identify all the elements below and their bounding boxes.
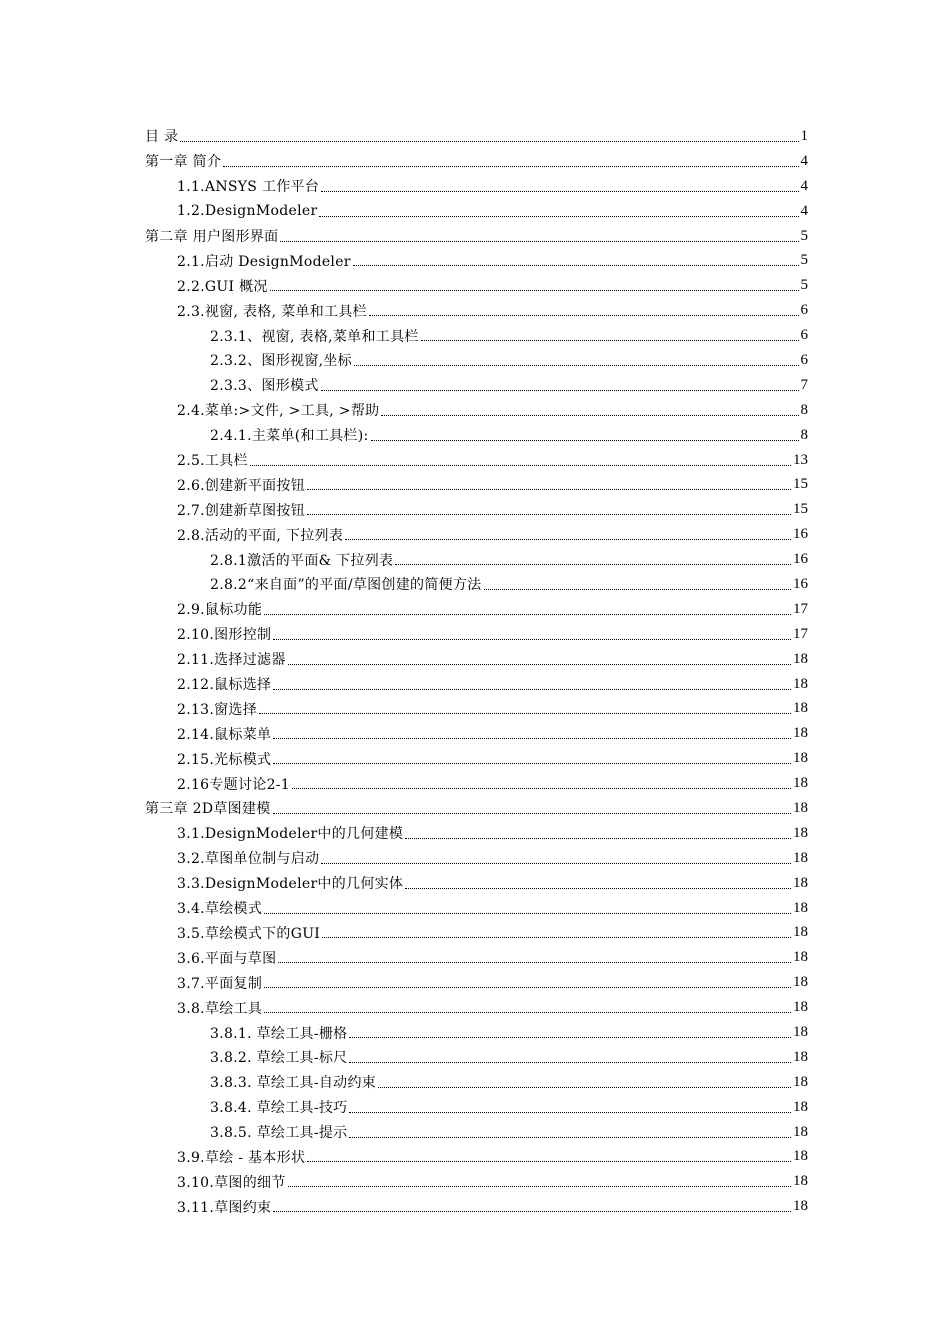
dot-leader <box>405 888 791 889</box>
toc-entry-page-number: 7 <box>800 376 808 393</box>
dot-leader <box>349 1137 791 1138</box>
dot-leader <box>288 1186 791 1187</box>
toc-entry-title: 2.5.工具栏 <box>177 453 248 470</box>
toc-entry[interactable] <box>145 522 808 547</box>
toc-entry[interactable] <box>145 871 808 896</box>
toc-entry-page-number: 18 <box>793 675 808 692</box>
toc-entry[interactable] <box>145 1045 808 1070</box>
toc-entry[interactable] <box>145 1120 808 1145</box>
toc-entry-page-number: 18 <box>793 650 808 667</box>
toc-entry-page-number: 18 <box>793 974 808 991</box>
dot-leader <box>273 639 791 640</box>
toc-entry-page-number: 18 <box>793 799 808 816</box>
dot-leader <box>264 1012 791 1013</box>
toc-entry-title: 2.3.2、图形视窗,坐标 <box>210 353 352 370</box>
toc-entry-page-number: 18 <box>793 1198 808 1215</box>
toc-entry-page-number: 18 <box>793 824 808 841</box>
toc-entry-page-number: 6 <box>800 302 808 319</box>
toc-entry-title: 第二章 用户图形界面 <box>145 229 279 245</box>
dot-leader <box>321 390 799 391</box>
toc-entry-page-number: 4 <box>800 152 808 169</box>
dot-leader <box>484 589 791 590</box>
toc-entry[interactable] <box>145 572 808 597</box>
toc-entry-page-number: 18 <box>793 1148 808 1165</box>
dot-leader <box>321 191 798 192</box>
toc-entry[interactable] <box>145 597 808 622</box>
dot-leader <box>381 415 798 416</box>
toc-entry-page-number: 16 <box>793 575 808 592</box>
toc-entry-title: 3.8.5. 草绘工具-提示 <box>210 1125 348 1142</box>
toc-entry-page-number: 18 <box>793 874 808 891</box>
toc-entry-title: 第一章 简介 <box>145 154 222 171</box>
toc-entry[interactable] <box>145 1070 808 1095</box>
toc-entry[interactable] <box>145 348 808 373</box>
dot-leader <box>349 1037 791 1038</box>
dot-leader <box>421 340 799 341</box>
toc-entry-title: 3.8.草绘工具 <box>177 1000 263 1017</box>
toc-entry-title: 3.5.草绘模式下的GUI <box>177 925 321 942</box>
dot-leader <box>273 763 791 764</box>
toc-entry-page-number: 18 <box>793 775 808 792</box>
toc-entry-page-number: 5 <box>800 227 808 244</box>
toc-entry-title: 2.3.3、图形模式 <box>210 378 319 395</box>
toc-entry-page-number: 5 <box>800 252 808 269</box>
dot-leader <box>322 937 791 938</box>
toc-entry-title: 2.8.1激活的平面& 下拉列表 <box>210 552 394 569</box>
toc-entry-title: 3.8.3. 草绘工具-自动约束 <box>210 1075 377 1092</box>
toc-entry-title: 3.7.平面复制 <box>177 975 263 992</box>
dot-leader <box>319 216 798 217</box>
dot-leader <box>307 489 791 490</box>
toc-entry-title: 3.9.草绘 - 基本形状 <box>177 1149 306 1166</box>
dot-leader <box>307 1161 791 1162</box>
toc-entry-title: 2.13.窗选择 <box>177 701 258 718</box>
toc-entry[interactable] <box>145 921 808 946</box>
dot-leader <box>349 1062 791 1063</box>
toc-entry-title: 2.3.视窗, 表格, 菜单和工具栏 <box>177 303 367 320</box>
toc-entry-page-number: 5 <box>800 277 808 294</box>
toc-entry-title: 2.8.2“来自面”的平面/草图创建的简便方法 <box>210 577 482 594</box>
toc-entry-page-number: 6 <box>800 327 808 344</box>
toc-entry[interactable] <box>145 622 808 647</box>
toc-entry-page-number: 18 <box>793 899 808 916</box>
dot-leader <box>292 788 791 789</box>
toc-entry[interactable] <box>145 1020 808 1045</box>
dot-leader <box>288 664 791 665</box>
toc-entry[interactable] <box>145 124 808 149</box>
dot-leader <box>273 813 791 814</box>
dot-leader <box>395 564 791 565</box>
toc-entry-page-number: 18 <box>793 924 808 941</box>
toc-entry-title: 2.4.1.主菜单(和工具栏): <box>210 428 369 445</box>
toc-entry[interactable] <box>145 746 808 771</box>
toc-entry-title: 2.12.鼠标选择 <box>177 677 272 694</box>
toc-entry-title: 3.8.2. 草绘工具-标尺 <box>210 1050 348 1067</box>
dot-leader <box>354 365 799 366</box>
toc-entry-title: 2.10.图形控制 <box>177 627 272 644</box>
dot-leader <box>259 713 791 714</box>
toc-entry[interactable] <box>145 771 808 796</box>
dot-leader <box>250 465 791 466</box>
dot-leader <box>280 241 798 242</box>
toc-entry-title: 1.2.DesignModeler <box>177 203 318 220</box>
toc-entry-title: 2.11.选择过滤器 <box>177 652 286 669</box>
toc-entry-title: 2.15.光标模式 <box>177 751 272 768</box>
toc-entry-title: 2.14.鼠标菜单 <box>177 726 272 743</box>
toc-entry[interactable] <box>145 323 808 348</box>
toc-entry[interactable] <box>145 672 808 697</box>
toc-entry-page-number: 1 <box>800 127 808 144</box>
toc-entry-page-number: 4 <box>800 202 808 219</box>
toc-entry-title: 2.4.菜单:>文件, >工具, >帮助 <box>177 403 380 420</box>
toc-entry[interactable] <box>145 248 808 273</box>
toc-entry-page-number: 15 <box>793 476 808 493</box>
dot-leader <box>371 440 799 441</box>
toc-entry[interactable] <box>145 1145 808 1170</box>
toc-entry-page-number: 4 <box>800 177 808 194</box>
dot-leader <box>264 987 791 988</box>
toc-entry-title: 3.1.DesignModeler中的几何建模 <box>177 826 404 843</box>
toc-entry-title: 3.2.草图单位制与启动 <box>177 851 320 868</box>
toc-entry[interactable] <box>145 721 808 746</box>
dot-leader <box>278 962 791 963</box>
toc-entry-page-number: 16 <box>793 526 808 543</box>
toc-entry-title: 3.3.DesignModeler中的几何实体 <box>177 876 404 893</box>
toc-entry-title: 3.6.平面与草图 <box>177 950 277 967</box>
toc-entry-title: 2.16专题讨论2-1 <box>177 776 291 793</box>
toc-entry-title: 1.1.ANSYS 工作平台 <box>177 179 320 196</box>
toc-entry[interactable] <box>145 472 808 497</box>
toc-entry-page-number: 18 <box>793 1024 808 1040</box>
toc-entry[interactable] <box>145 497 808 522</box>
toc-entry[interactable] <box>145 547 808 572</box>
dot-leader <box>270 290 799 291</box>
dot-leader <box>273 738 791 739</box>
toc-entry-title: 3.10.草图的细节 <box>177 1174 286 1191</box>
toc-entry[interactable] <box>145 1194 808 1219</box>
toc-entry-page-number: 18 <box>793 1048 808 1065</box>
toc-entry-page-number: 16 <box>793 551 808 568</box>
toc-entry[interactable] <box>145 298 808 323</box>
toc-entry-title: 2.6.创建新平面按钮 <box>177 477 306 494</box>
toc-entry-page-number: 18 <box>793 849 808 866</box>
toc-entry[interactable] <box>145 1095 808 1120</box>
toc-entry-page-number: 17 <box>793 625 808 642</box>
toc-entry[interactable] <box>145 149 808 174</box>
toc-entry[interactable] <box>145 199 808 224</box>
toc-entry[interactable] <box>145 821 808 846</box>
toc-entry-page-number: 18 <box>793 1123 808 1140</box>
dot-leader <box>273 1211 791 1212</box>
dot-leader <box>273 689 791 690</box>
toc-entry[interactable] <box>145 846 808 871</box>
toc-entry[interactable] <box>145 273 808 298</box>
toc-entry[interactable] <box>145 224 808 249</box>
toc-entry-title: 2.7.创建新草图按钮 <box>177 502 306 519</box>
dot-leader <box>264 614 791 615</box>
toc-entry-page-number: 18 <box>793 999 808 1016</box>
toc-entry[interactable] <box>145 373 808 398</box>
toc-entry[interactable] <box>145 896 808 921</box>
toc-entry[interactable] <box>145 174 808 199</box>
toc-entry-page-number: 18 <box>793 1098 808 1115</box>
toc-entry-page-number: 18 <box>793 725 808 742</box>
toc-entry-page-number: 17 <box>793 600 808 617</box>
dot-leader <box>321 863 791 864</box>
dot-leader <box>180 141 798 142</box>
toc-entry-page-number: 18 <box>793 1073 808 1090</box>
toc-entry[interactable] <box>145 945 808 970</box>
dot-leader <box>378 1087 791 1088</box>
dot-leader <box>264 913 791 914</box>
toc-entry[interactable] <box>145 696 808 721</box>
toc-entry-page-number: 18 <box>793 750 808 767</box>
toc-entry-title: 第三章 2D草图建模 <box>145 801 271 818</box>
toc-entry-title: 2.2.GUI 概况 <box>177 278 268 295</box>
toc-entry-page-number: 8 <box>800 401 808 418</box>
toc-entry-title: 2.1.启动 DesignModeler <box>177 253 351 270</box>
toc-entry[interactable] <box>145 448 808 473</box>
toc-entry-page-number: 18 <box>793 700 808 717</box>
toc-entry[interactable] <box>145 970 808 995</box>
dot-leader <box>369 315 799 316</box>
dot-leader <box>345 539 791 540</box>
toc-entry-page-number: 15 <box>793 501 808 518</box>
toc-entry-page-number: 18 <box>793 949 808 966</box>
toc-entry-page-number: 13 <box>793 451 808 468</box>
toc-entry-title: 2.8.活动的平面, 下拉列表 <box>177 527 344 544</box>
toc-entry-title: 3.11.草图约束 <box>177 1199 272 1216</box>
toc-entry[interactable] <box>145 423 808 448</box>
toc-entry-page-number: 18 <box>793 1173 808 1190</box>
table-of-contents <box>145 124 808 1219</box>
toc-entry-page-number: 8 <box>800 426 808 443</box>
toc-entry-title: 目 录 <box>145 129 179 146</box>
toc-entry-title: 2.9.鼠标功能 <box>177 602 263 619</box>
toc-entry[interactable] <box>145 647 808 672</box>
toc-entry-title: 3.8.4. 草绘工具-技巧 <box>210 1100 348 1117</box>
dot-leader <box>223 166 798 167</box>
dot-leader <box>307 514 791 515</box>
dot-leader <box>353 265 799 266</box>
toc-entry-title: 3.8.1. 草绘工具-栅格 <box>210 1025 348 1042</box>
toc-entry[interactable] <box>145 995 808 1020</box>
toc-entry-title: 3.4.草绘模式 <box>177 901 263 918</box>
toc-entry[interactable] <box>145 398 808 423</box>
toc-entry[interactable] <box>145 796 808 821</box>
toc-entry-title: 2.3.1、视窗, 表格,菜单和工具栏 <box>210 328 419 345</box>
dot-leader <box>405 838 791 839</box>
toc-entry[interactable] <box>145 1169 808 1194</box>
toc-entry-page-number: 6 <box>800 351 808 368</box>
dot-leader <box>349 1112 791 1113</box>
